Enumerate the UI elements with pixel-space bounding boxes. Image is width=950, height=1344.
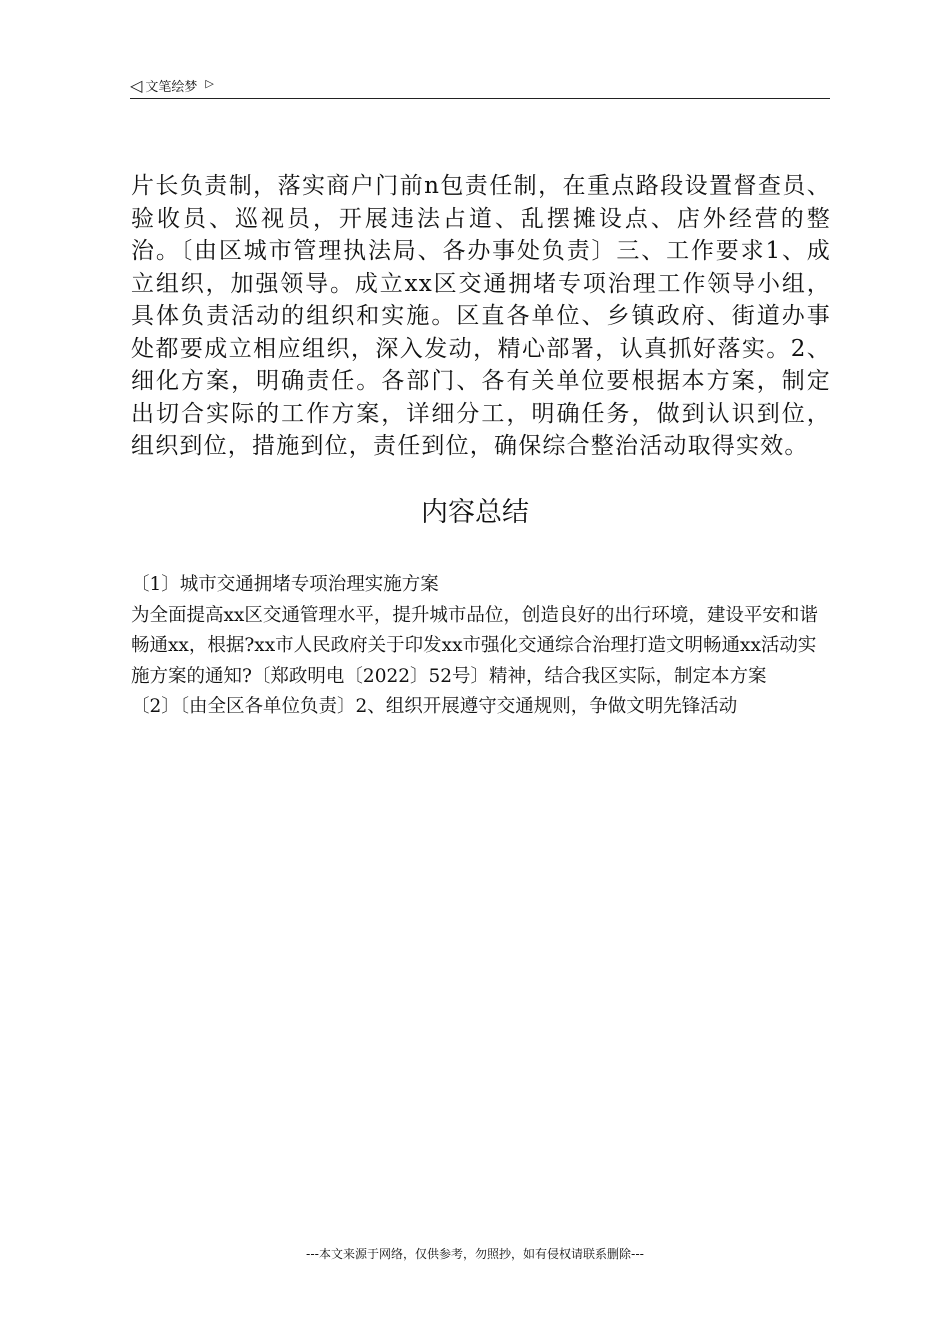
triangle-left-icon: ◁ — [130, 75, 143, 95]
summary-title: 内容总结 — [421, 497, 529, 528]
brand-name: 文笔绘梦 — [145, 80, 198, 95]
header-brand — [130, 76, 214, 95]
summary-section — [131, 570, 831, 723]
page-footer: ---本文来源于网络，仅供参考，勿照抄，如有侵权请联系删除--- — [306, 1247, 644, 1261]
triangle-right-icon: ▷ — [205, 77, 214, 90]
body-paragraph: 片长负责制，落实商户门前n包责任制，在重点路段设置督查员、验收员、巡视员，开展违法占道、乱摆摊设点、店外经营的整治。〔由区城市管理执法局、各办事处负责〕三、工作要求1、成立组织，加强领导。成立xx区交通拥堵专项治理工作领导小组，具体负责活动的组织和实施。区直各单位、乡镇政府、街道办事处都要成立相应组织，深入发动，精心部署，认真抓好落实。2、细化方案，明确责任。各部门、各有关单位要根据本方案，制定出切合实际的工作方案，详细分工，明确任务，做到认识到位，组织到位，措施到位，责任到位，确保综合整治活动取得实效。 — [131, 173, 831, 459]
summary-item: 为全面提高xx区交通管理水平，提升城市品位，创造良好的出行环境，建设平安和谐畅通xx，根据?xx市人民政府关于印发xx市强化交通综合治理打造文明畅通xx活动实施方案的通知?〔郑政明电〔2022〕52号〕精神，结合我区实际，制定本方案 — [131, 604, 818, 687]
summary-item: 〔2〕〔由全区各单位负责〕2、组织开展遵守交通规则，争做文明先锋活动 — [131, 696, 738, 717]
summary-item: 〔1〕城市交通拥堵专项治理实施方案 — [131, 574, 439, 595]
page-header — [130, 70, 830, 99]
